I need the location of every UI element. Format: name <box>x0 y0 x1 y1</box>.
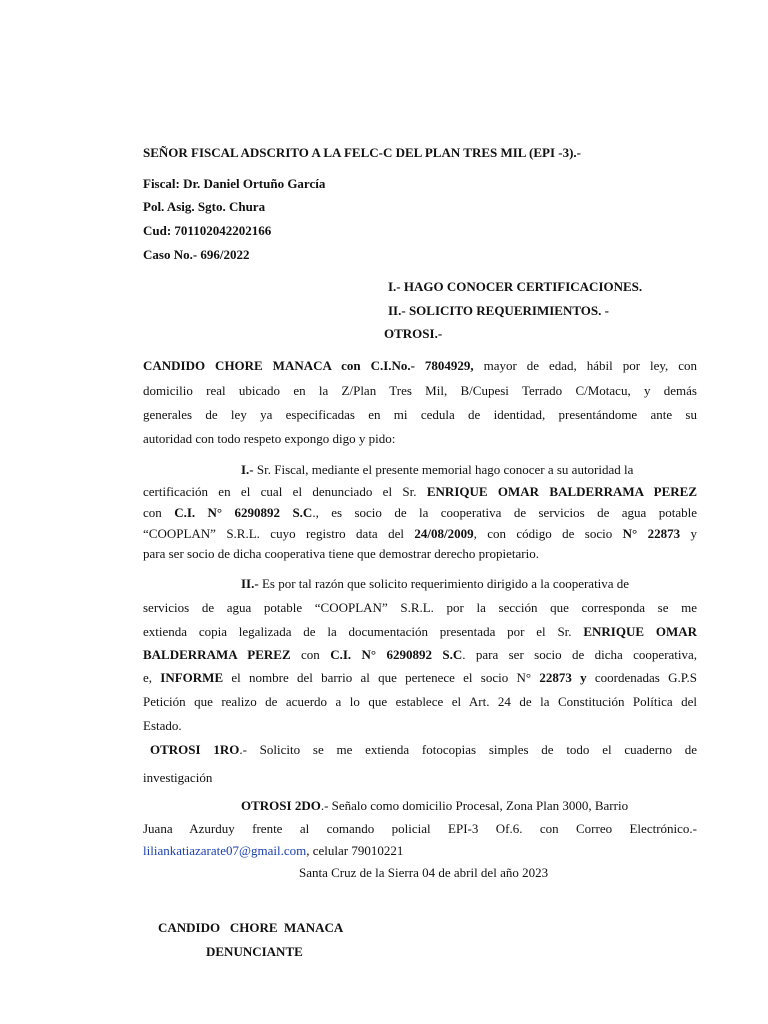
signature-role: DENUNCIANTE <box>206 944 303 959</box>
intro-line-4: autoridad con todo respeto expongo digo y pido: <box>143 431 396 446</box>
para2-text: el nombre del barrio al que pertenece el socio N° <box>231 670 532 685</box>
para2-line-1 <box>143 576 697 592</box>
otrosi1-line-1 <box>150 742 697 758</box>
inform-keyword: INFORME <box>160 670 224 685</box>
para1-text: ., es socio de la cooperativa de servicios de agua potable <box>312 505 697 520</box>
summary-item-2: II.- SOLICITO REQUERIMIENTOS. - <box>388 303 609 318</box>
intro-line-1 <box>143 358 697 374</box>
para1-text: Sr. Fiscal, mediante el presente memorial hago conocer a su autoridad la <box>253 462 634 477</box>
para2-text: extienda copia legalizada de la documentación presentada por el Sr. <box>143 624 572 639</box>
para2-text: con <box>301 647 320 662</box>
otrosi2-line-3 <box>143 843 697 859</box>
para2-line-6: Petición que realizo de acuerdo a lo que establece el Art. 24 de la Constitución Política del <box>143 694 697 709</box>
para2-text: e <box>143 670 149 685</box>
cud-line: Cud: 701102042202166 <box>143 223 272 238</box>
intro-line-3: generales de ley ya especificadas en mi cedula de identidad, presentándome ante su <box>143 407 697 422</box>
para1-text: y <box>690 526 698 541</box>
document-heading: SEÑOR FISCAL ADSCRITO A LA FELC-C DEL PLAN TRES MIL (EPI -3).- <box>143 145 582 160</box>
police-line: Pol. Asig. Sgto. Chura <box>143 199 266 214</box>
ci-label: C.I. <box>174 505 196 520</box>
para1-line-4 <box>143 526 697 542</box>
para1-number: I.- <box>241 462 254 477</box>
para2-number: II.- <box>241 576 259 591</box>
intro-line-2: domicilio real ubicado en la Z/Plan Tres Mil, B/Cupesi Terrado C/Motacu, y demás <box>143 383 697 398</box>
email-link[interactable]: liliankatiazarate07@gmail.com <box>143 843 307 858</box>
otrosi2-text: , celular 79010221 <box>306 843 404 858</box>
para1-text: certificación en el cual el denunciado el Sr. <box>143 484 417 499</box>
para1-line-5: para ser socio de dicha cooperativa tiene que demostrar derecho propietario. <box>143 546 539 561</box>
para1-text: con <box>143 505 162 520</box>
fiscal-line: Fiscal: Dr. Daniel Ortuño García <box>143 176 326 191</box>
para2-line-3 <box>143 624 697 640</box>
para1-line-1 <box>143 462 697 478</box>
para2-line-5: e, INFORME el nombre del barrio al que pertenece el socio N° 22873 y coordenadas G.P.S <box>143 670 698 685</box>
date-line: Santa Cruz de la Sierra 04 de abril del año 2023 <box>299 865 549 880</box>
intro-text: mayor de edad, hábil por ley, con <box>473 358 697 373</box>
para2-line-7: Estado. <box>143 718 182 733</box>
otrosi1-text: .- Solicito se me extienda fotocopias simples de todo el cuaderno de <box>239 742 697 757</box>
signature-name: CANDIDO CHORE MANACA <box>158 920 344 935</box>
otrosi2-line-1 <box>143 798 697 814</box>
para2-text: coordenadas G.P.S <box>594 670 698 685</box>
member-number: N° 22873 <box>622 526 681 541</box>
ci-number: N° 6290892 S.C <box>207 505 313 520</box>
para1-line-3 <box>143 505 697 521</box>
summary-item-1: I.- HAGO CONOCER CERTIFICACIONES. <box>388 279 643 294</box>
accused-surname: BALDERRAMA PEREZ <box>143 647 291 662</box>
ci-label: C.I. <box>330 647 352 662</box>
otrosi2-label: OTROSI 2DO <box>241 798 321 813</box>
member-number: 22873 y <box>539 670 587 685</box>
case-line: Caso No.- 696/2022 <box>143 247 250 262</box>
summary-item-3: OTROSI.- <box>384 326 443 341</box>
otrosi2-text: .- Señalo como domicilio Procesal, Zona Plan 3000, Barrio <box>320 798 629 813</box>
otrosi1-line-2: investigación <box>143 770 213 785</box>
para2-text: Es por tal razón que solicito requerimiento dirigido a la cooperativa de <box>258 576 630 591</box>
ci-number: N° 6290892 S.C <box>361 647 463 662</box>
para1-text: , con código de socio <box>473 526 613 541</box>
registry-date: 24/08/2009 <box>414 526 474 541</box>
otrosi1-label: OTROSI 1RO <box>150 742 240 757</box>
para2-line-4 <box>143 647 697 663</box>
petitioner-name: CANDIDO CHORE MANACA con C.I.No.- 7804929, <box>143 358 474 373</box>
para2-line-2: servicios de agua potable “COOPLAN” S.R.L. por la sección que corresponda se me <box>143 600 697 615</box>
para1-text: “COOPLAN” S.R.L. cuyo registro data del <box>143 526 404 541</box>
accused-name: ENRIQUE OMAR BALDERRAMA PEREZ <box>426 484 698 499</box>
accused-name: ENRIQUE OMAR <box>583 624 697 639</box>
para1-line-2 <box>143 484 697 500</box>
otrosi2-line-2: Juana Azurduy frente al comando policial EPI-3 Of.6. con Correo Electrónico.- <box>143 821 697 836</box>
para2-text: . para ser socio de dicha cooperativa, <box>462 647 698 662</box>
